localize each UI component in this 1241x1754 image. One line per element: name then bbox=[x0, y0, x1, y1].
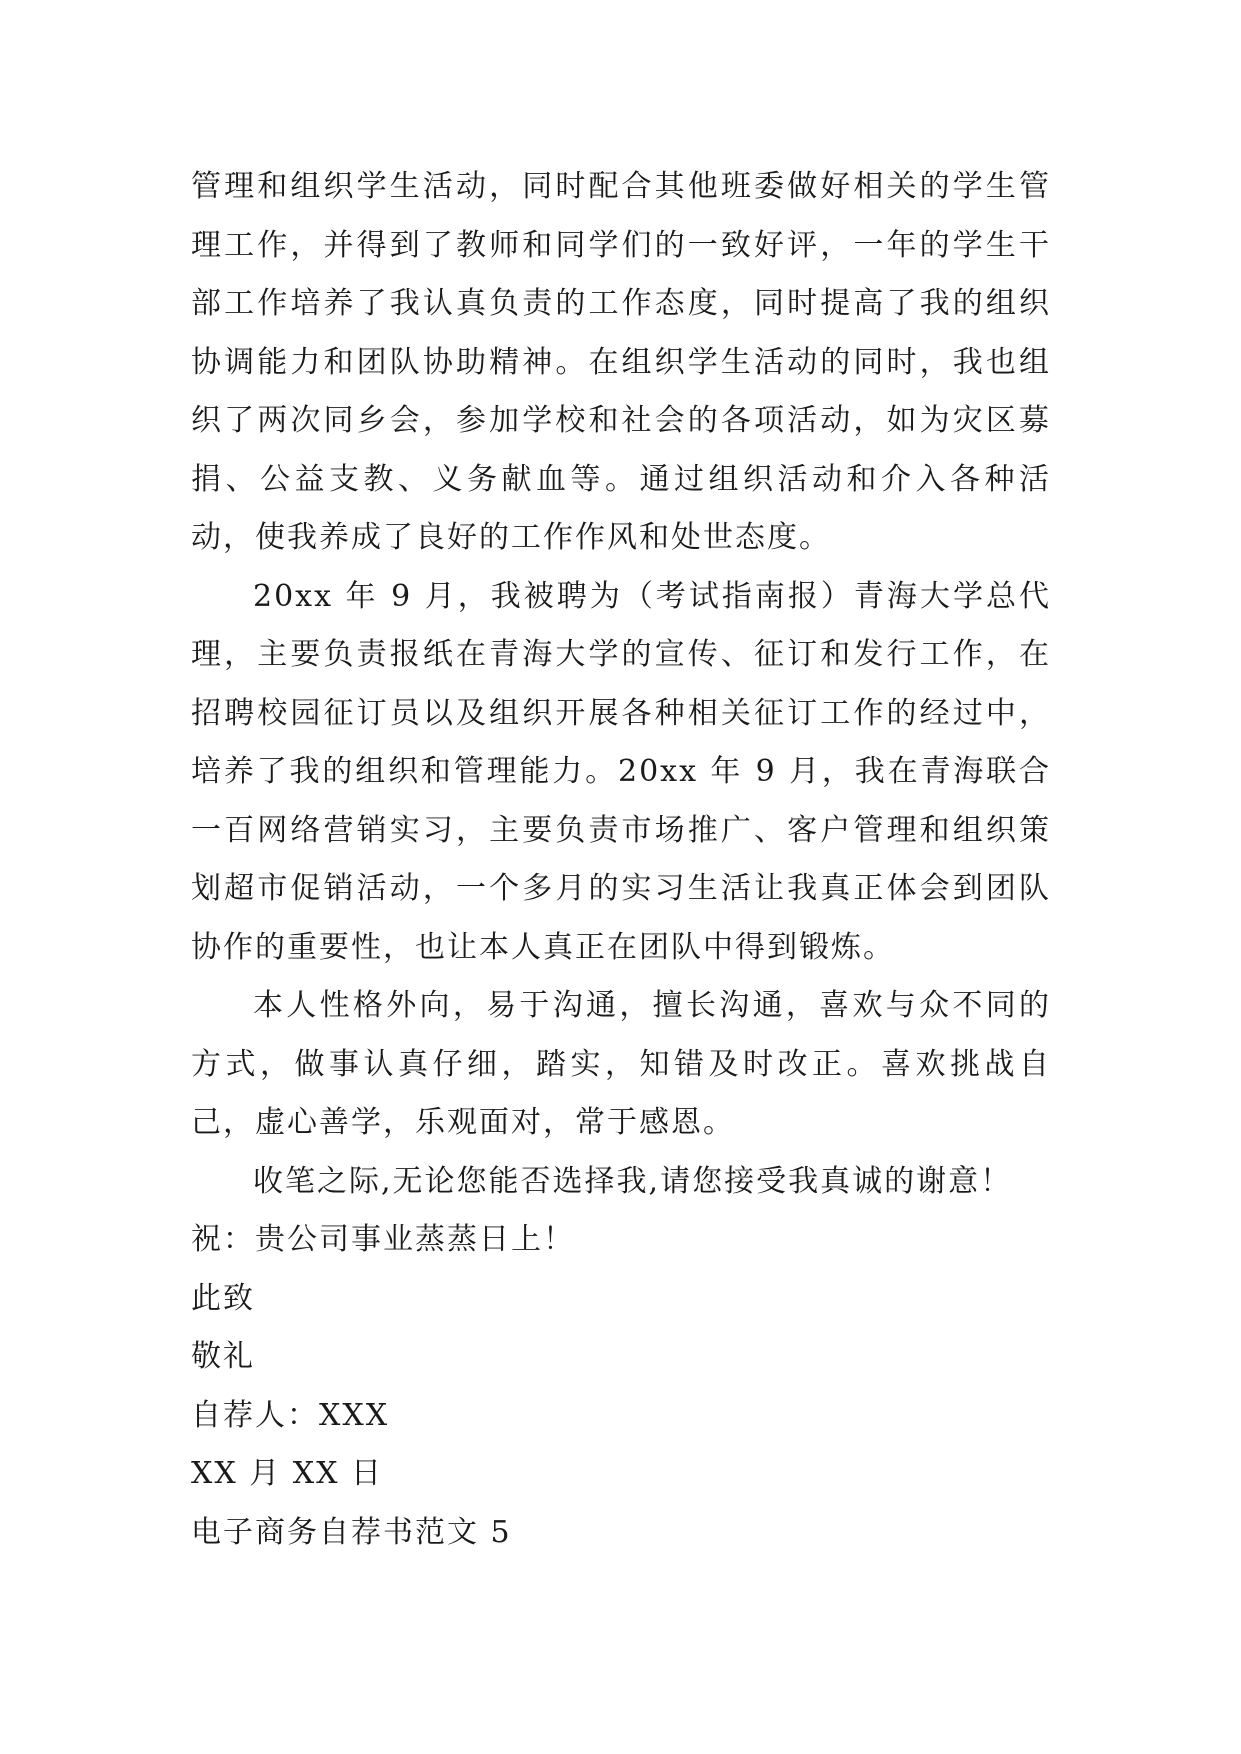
closing-wish: 祝：贵公司事业蒸蒸日上！ bbox=[191, 1222, 575, 1257]
document-body bbox=[191, 158, 1051, 1562]
signature-line: 自荐人：XXX bbox=[191, 1397, 390, 1433]
closing-jingli: 敬礼 bbox=[191, 1339, 255, 1374]
next-section-title: 电子商务自荐书范文 5 bbox=[191, 1514, 512, 1550]
closing-cizhi: 此致 bbox=[191, 1280, 255, 1316]
paragraph-personality: 本人性格外向，易于沟通，擅长沟通，喜欢与众不同的方式，做事认真仔细，踏实，知错及时改正。喜欢挑战自己，虚心善学，乐观面对，常于感恩。 bbox=[191, 988, 1051, 1140]
paragraph-student-work: 管理和组织学生活动，同时配合其他班委做好相关的学生管理工作，并得到了教师和同学们的一致好评，一年的学生干部工作培养了我认真负责的工作态度，同时提高了我的组织协调能力和团队协助精神。在组织学生活动的同时，我也组织了两次同乡会，参加学校和社会的各项活动，如为灾区募捐、公益支教、义务献血等。通过组织活动和介入各种活动，使我养成了良好的工作作风和处世态度。 bbox=[191, 169, 1051, 555]
date-line: XX 月 XX 日 bbox=[191, 1456, 384, 1491]
paragraph-thanks: 收笔之际,无论您能否选择我,请您接受我真诚的谢意！ bbox=[253, 1163, 1013, 1199]
paragraph-internship: 20xx 年 9 月，我被聘为（考试指南报）青海大学总代理，主要负责报纸在青海大学的宣传、征订和发行工作，在招聘校园征订员以及组织开展各种相关征订工作的经过中，培养了我的组织和管理能力。20xx 年 9 月，我在青海联合一百网络营销实习，主要负责市场推广、客户管理和组织策划超市促销活动，一个多月的实习生活让我真正体会到团队协作的重要性，也让本人真正在团队中得到锻炼。 bbox=[191, 578, 1051, 965]
